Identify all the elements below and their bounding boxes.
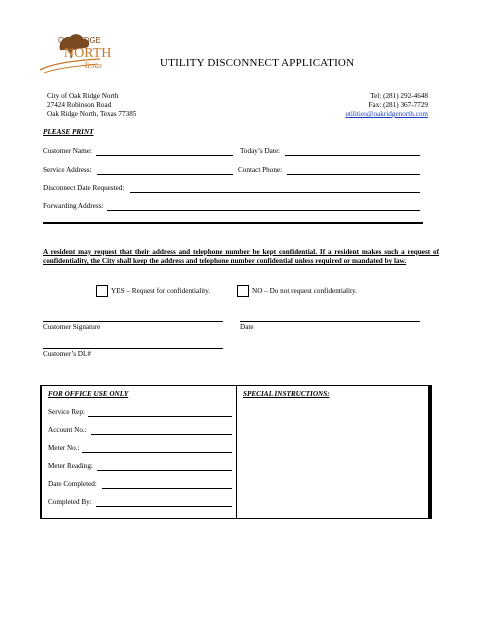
completed-by-field[interactable] xyxy=(96,506,232,507)
logo-text-oak-ridge: OAK RIDGE xyxy=(58,36,101,45)
completed-by-label: Completed By: xyxy=(48,498,92,506)
customer-dl-field[interactable] xyxy=(43,348,223,349)
address-city: Oak Ridge North, Texas 77385 xyxy=(47,110,137,118)
customer-signature-label: Customer Signature xyxy=(43,323,101,331)
special-instructions-heading: SPECIAL INSTRUCTIONS: xyxy=(243,390,330,398)
service-address-label: Service Address: xyxy=(43,166,92,174)
contact-phone-field[interactable] xyxy=(287,174,420,175)
account-no-field[interactable] xyxy=(91,434,232,435)
customer-dl-label: Customer’s DL# xyxy=(43,350,91,358)
date-completed-field[interactable] xyxy=(102,488,232,489)
contact-fax: Fax: (281) 367-7729 xyxy=(368,101,428,109)
no-confidentiality-label: NO – Do not request confidentiality. xyxy=(252,287,357,295)
office-box-right-border xyxy=(428,385,432,519)
address-name: City of Oak Ridge North xyxy=(47,92,119,100)
disconnect-date-label: Disconnect Date Requested: xyxy=(43,184,125,192)
customer-name-label: Customer Name: xyxy=(43,147,92,155)
office-use-heading: FOR OFFICE USE ONLY xyxy=(48,390,129,398)
office-box-left-border xyxy=(40,385,42,519)
account-no-label: Account No.: xyxy=(48,426,87,434)
contact-phone-label: Contact Phone: xyxy=(238,166,283,174)
meter-reading-field[interactable] xyxy=(97,470,232,471)
todays-date-label: Today’s Date: xyxy=(240,147,281,155)
page-title: UTILITY DISCONNECT APPLICATION xyxy=(160,57,355,69)
customer-signature-field[interactable] xyxy=(43,321,223,322)
meter-no-field[interactable] xyxy=(82,452,232,453)
meter-reading-label: Meter Reading: xyxy=(48,462,93,470)
date-completed-label: Date Completed: xyxy=(48,480,97,488)
meter-no-label: Meter No.: xyxy=(48,444,80,452)
contact-email-link[interactable]: utilities@oakridgenorth.com xyxy=(345,110,428,118)
logo-text-texas: Texas xyxy=(84,61,102,70)
address-street: 27424 Robinson Road xyxy=(47,101,112,109)
contact-tel: Tel: (281) 292-4648 xyxy=(370,92,428,100)
service-address-field[interactable] xyxy=(97,174,233,175)
please-print-heading: PLEASE PRINT xyxy=(43,128,94,136)
no-confidentiality-checkbox[interactable] xyxy=(237,285,249,297)
forwarding-address-label: Forwarding Address: xyxy=(43,202,104,210)
city-logo xyxy=(38,28,112,74)
signature-date-field[interactable] xyxy=(240,321,420,322)
service-rep-field[interactable] xyxy=(88,416,232,417)
office-box-divider xyxy=(236,386,237,518)
todays-date-field[interactable] xyxy=(285,155,420,156)
disconnect-date-field[interactable] xyxy=(130,192,420,193)
forwarding-address-field[interactable] xyxy=(107,210,420,211)
signature-date-label: Date xyxy=(240,323,254,331)
logo-text-north: NORTH xyxy=(64,46,112,61)
customer-name-field[interactable] xyxy=(96,155,233,156)
service-rep-label: Service Rep: xyxy=(48,408,85,416)
confidentiality-notice: A resident may request that their address and telephone number be kept confidential. If a resident makes such a request of confidentiality, the City shall keep the address and telephone number confidential unless required or mandated by law. xyxy=(43,248,439,266)
forwarding-address-field-2[interactable] xyxy=(43,222,423,224)
yes-confidentiality-label: YES – Request for confidentiality. xyxy=(111,287,211,295)
yes-confidentiality-checkbox[interactable] xyxy=(96,285,108,297)
